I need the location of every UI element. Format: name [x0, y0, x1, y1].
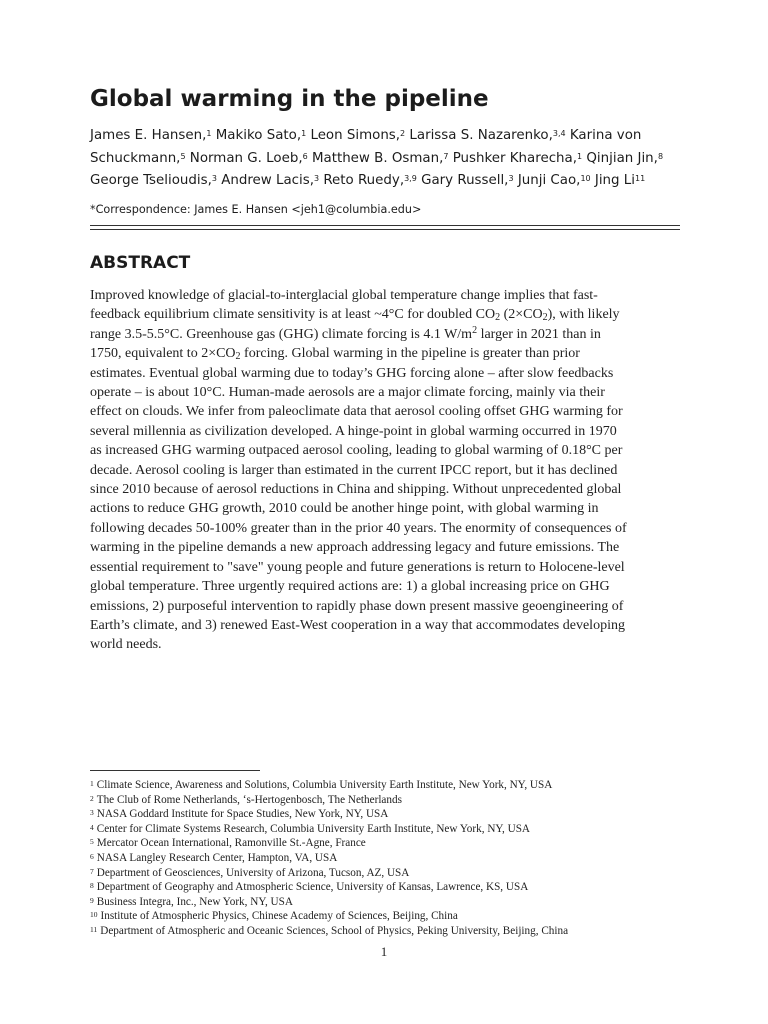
affiliation-marker: 8: [657, 151, 664, 161]
abstract-line: world needs.: [90, 637, 162, 653]
footnote-text: Department of Geography and Atmospheric Science, University of Kansas, Lawrence, KS, USA: [96, 881, 529, 894]
header-divider-top: [90, 225, 680, 226]
footnote-item: [90, 866, 690, 881]
abstract-line: decade. Aerosol cooling is larger than estimated in the current IPCC report, but it has declined: [90, 462, 618, 478]
abstract-text: 1750, equivalent to 2×CO: [90, 346, 236, 362]
affiliation-marker: 11: [634, 174, 646, 183]
abstract-line: since 2010 because of aerosol reductions in China and shipping. Without unprecedented global: [90, 482, 622, 498]
footnote-number: 8: [90, 881, 94, 891]
author-list: [90, 125, 690, 193]
footnote-text: Institute of Atmospheric Physics, Chinese Academy of Sciences, Beijing, China: [100, 910, 458, 923]
footnote-number: 7: [90, 866, 94, 876]
footnote-separator: [90, 770, 260, 771]
author-line: [90, 125, 690, 148]
abstract-line: estimates. Eventual global warming due to today’s GHG forcing alone – after slow feedbacks: [90, 365, 614, 381]
footnote-number: 4: [90, 822, 94, 832]
abstract-line: following decades 50-100% greater than in the prior 40 years. The enormity of consequences of: [90, 520, 627, 536]
footnote-text: Climate Science, Awareness and Solutions, Columbia University Earth Institute, New York, NY, USA: [96, 779, 553, 791]
footnote-number: 6: [90, 851, 94, 861]
footnote-number: 5: [90, 837, 94, 847]
footnote-text: Business Integra, Inc., New York, NY, USA: [96, 895, 293, 908]
author-name: Larissa S. Nazarenko,: [409, 128, 553, 143]
affiliation-marker: 3,9: [404, 174, 417, 183]
affiliation-marker: 3: [313, 174, 320, 183]
footnote-item: [90, 909, 690, 924]
abstract-line: [90, 325, 680, 344]
footnote-item: [90, 880, 690, 895]
footnote-item: [90, 807, 690, 822]
superscript: 2: [472, 324, 478, 336]
abstract-line: as increased GHG warming outpaced aerosol cooling, leading to global warming of 0.18°C per: [90, 443, 623, 459]
affiliation-marker: 5: [180, 151, 186, 161]
abstract-line: Earth’s climate, and 3) renewed East-West cooperation in a way that accommodates developing: [90, 617, 625, 633]
footnote-item: [90, 822, 690, 837]
author-name: Reto Ruedy,: [323, 173, 405, 188]
affiliation-marker: 10: [580, 174, 591, 183]
abstract-line: [90, 305, 680, 324]
header-divider-bottom: [90, 229, 680, 230]
affiliation-marker: 3,4: [552, 129, 566, 138]
footnote-item: [90, 836, 690, 851]
author-name: Gary Russell,: [421, 173, 509, 188]
abstract-line: Improved knowledge of glacial-to-interglacial global temperature change implies that fast-: [90, 288, 598, 303]
footnote-text: Mercator Ocean International, Ramonville St.-Agne, France: [96, 837, 366, 850]
author-line: [90, 148, 690, 171]
footnote-text: NASA Langley Research Center, Hampton, VA, USA: [96, 851, 338, 864]
footnote-number: 3: [90, 808, 94, 818]
abstract-text: range 3.5-5.5°C. Greenhouse gas (GHG) climate forcing is 4.1 W/m: [90, 326, 473, 342]
abstract-line: global temperature. Three urgently required actions are: 1) a global increasing price on GHG: [90, 579, 610, 595]
footnote-text: Department of Atmospheric and Oceanic Sciences, School of Physics, Peking University, Beijing, China: [100, 924, 569, 937]
abstract-text: ), with likely: [547, 307, 620, 323]
affiliation-marker: 6: [302, 151, 308, 161]
affiliation-marker: 1: [206, 129, 212, 138]
author-name: Junji Cao,: [517, 173, 581, 188]
footnote-text: The Club of Rome Netherlands, ‘s-Hertogenbosch, The Netherlands: [96, 793, 402, 806]
author-name: Leon Simons,: [310, 128, 401, 143]
paper-title: Global warming in the pipeline: [90, 86, 489, 112]
subscript: 2: [542, 312, 548, 324]
footnote-number: 9: [90, 895, 94, 905]
affiliation-marker: 7: [443, 151, 449, 161]
footnote-number: 2: [90, 793, 94, 803]
abstract-text: (2×CO: [500, 307, 543, 323]
abstract-heading: ABSTRACT: [90, 253, 191, 273]
abstract-line: effect on clouds. We infer from paleoclimate data that aerosol cooling offset GHG warming for: [90, 404, 623, 420]
footnote-text: Department of Geosciences, University of Arizona, Tucson, AZ, USA: [96, 866, 410, 879]
affiliation-marker: 3: [211, 174, 217, 183]
subscript: 2: [495, 312, 501, 324]
author-name: George Tselioudis,: [90, 173, 212, 188]
abstract-line: actions to reduce GHG growth, 2010 could be another hinge point, with global warming in: [90, 501, 599, 517]
correspondence-line: *Correspondence: James E. Hansen <jeh1@columbia.edu>: [90, 203, 422, 216]
footnote-item: [90, 924, 690, 939]
author-name: Makiko Sato,: [215, 128, 302, 143]
abstract-text: feedback equilibrium climate sensitivity is at least ~4°C for doubled CO: [90, 307, 496, 323]
footnote-item: [90, 793, 690, 808]
abstract-line: [90, 344, 680, 363]
affiliation-marker: 1: [577, 151, 583, 161]
abstract-text: forcing. Global warming in the pipeline is greater than prior: [240, 346, 580, 362]
footnote-number: 1: [90, 779, 94, 788]
footnote-list: [90, 778, 690, 939]
author-name: Karina von: [569, 128, 642, 143]
footnote-text: NASA Goddard Institute for Space Studies, New York, NY, USA: [96, 808, 389, 821]
abstract-body: [90, 286, 680, 655]
abstract-line: several millennia as civilization developed. A hinge-point in global warming occurred in 1970: [90, 423, 617, 439]
author-name: Qinjian Jin,: [586, 150, 658, 166]
abstract-line: operate – is about 10°C. Human-made aerosols are a major climate forcing, mainly via their: [90, 385, 605, 401]
subscript: 2: [235, 351, 241, 363]
affiliation-marker: 2: [400, 129, 406, 138]
author-name: James E. Hansen,: [90, 128, 207, 143]
footnote-number: 10: [90, 910, 98, 920]
footnote-text: Center for Climate Systems Research, Columbia University Earth Institute, New York, NY, USA: [96, 822, 531, 835]
author-name: Norman G. Loeb,: [189, 150, 303, 166]
footnote-item: [90, 851, 690, 866]
footnote-number: 11: [90, 924, 98, 934]
author-name: Pushker Kharecha,: [452, 150, 578, 166]
footnote-item: [90, 895, 690, 910]
abstract-line: emissions, 2) purposeful intervention to rapidly phase down present massive geoengineering of: [90, 598, 624, 614]
abstract-line: essential requirement to "save" young people and future generations is return to Holocene-level: [90, 559, 625, 575]
affiliation-marker: 3: [508, 174, 514, 183]
affiliation-marker: 1: [301, 129, 307, 138]
author-name: Schuckmann,: [90, 150, 181, 166]
abstract-line: warming in the pipeline demands a new approach addressing legacy and future emissions. The: [90, 540, 620, 556]
author-name: Andrew Lacis,: [221, 173, 314, 188]
abstract-text: larger in 2021 than in: [477, 326, 601, 342]
author-line: [90, 170, 690, 193]
footnote-item: [90, 778, 690, 793]
page-number: 1: [380, 944, 388, 959]
author-name: Jing Li: [594, 173, 635, 188]
author-name: Matthew B. Osman,: [311, 150, 444, 166]
